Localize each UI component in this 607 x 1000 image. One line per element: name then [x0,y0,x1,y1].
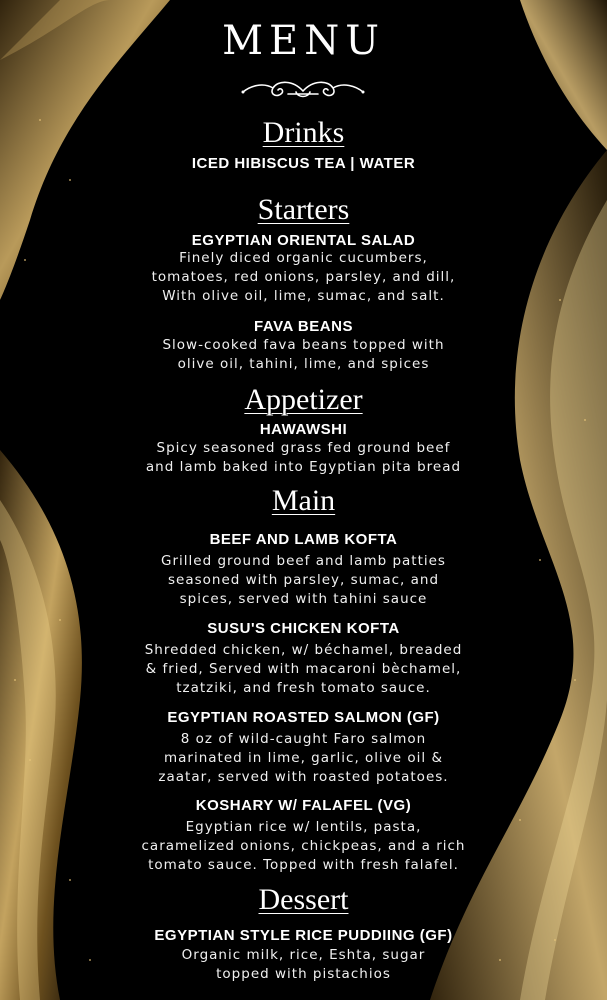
main-item-desc: 8 oz of wild-caught Faro salmon marinated in lime, garlic, olive oil & zaatar, served with roasted potatoes. [158,731,449,785]
dessert-item-name: EGYPTIAN STYLE RICE PUDDIING (GF) [154,927,453,944]
main-item-desc: Egyptian rice w/ lentils, pasta, caramelized onions, chickpeas, and a rich tomato sauce. Topped with fresh falafel. [141,819,466,873]
starter-item-desc: Finely diced organic cucumbers, tomatoes, red onions, parsley, and dill, With olive oil, lime, sumac, and salt. [151,250,456,304]
starter-item-name: FAVA BEANS [254,318,353,335]
appetizer-item-name: HAWAWSHI [259,421,348,438]
section-title-dessert: Dessert [258,883,349,916]
appetizer-item-desc: Spicy seasoned grass fed ground beef and lamb baked into Egyptian pita bread [145,440,462,475]
flourish-ornament [238,78,368,104]
dessert-item-desc: Organic milk, rice, Eshta, sugar topped with pistachios [181,947,426,982]
main-item-name: SUSU'S CHICKEN KOFTA [207,620,400,637]
drinks-item-name: ICED HIBISCUS TEA | WATER [191,155,416,172]
menu-title: MENU [222,18,385,64]
main-item-name: KOSHARY W/ FALAFEL (VG) [195,797,412,814]
main-item-desc: Shredded chicken, w/ béchamel, breaded & fried, Served with macaroni bèchamel, tzatziki, and fresh tomato sauce. [144,642,463,696]
section-title-drinks: Drinks [262,116,345,149]
starter-item-name: EGYPTIAN ORIENTAL SALAD [191,232,416,249]
starter-item-desc: Slow-cooked fava beans topped with olive oil, tahini, lime, and spices [162,337,445,372]
section-title-main: Main [271,484,336,517]
main-item-name: EGYPTIAN ROASTED SALMON (GF) [167,709,440,726]
main-item-desc: Grilled ground beef and lamb patties seasoned with parsley, sumac, and spices, served with tahini sauce [161,553,446,607]
section-title-starters: Starters [257,193,350,226]
main-item-name: BEEF AND LAMB KOFTA [209,531,398,548]
section-title-appetizer: Appetizer [244,383,363,416]
